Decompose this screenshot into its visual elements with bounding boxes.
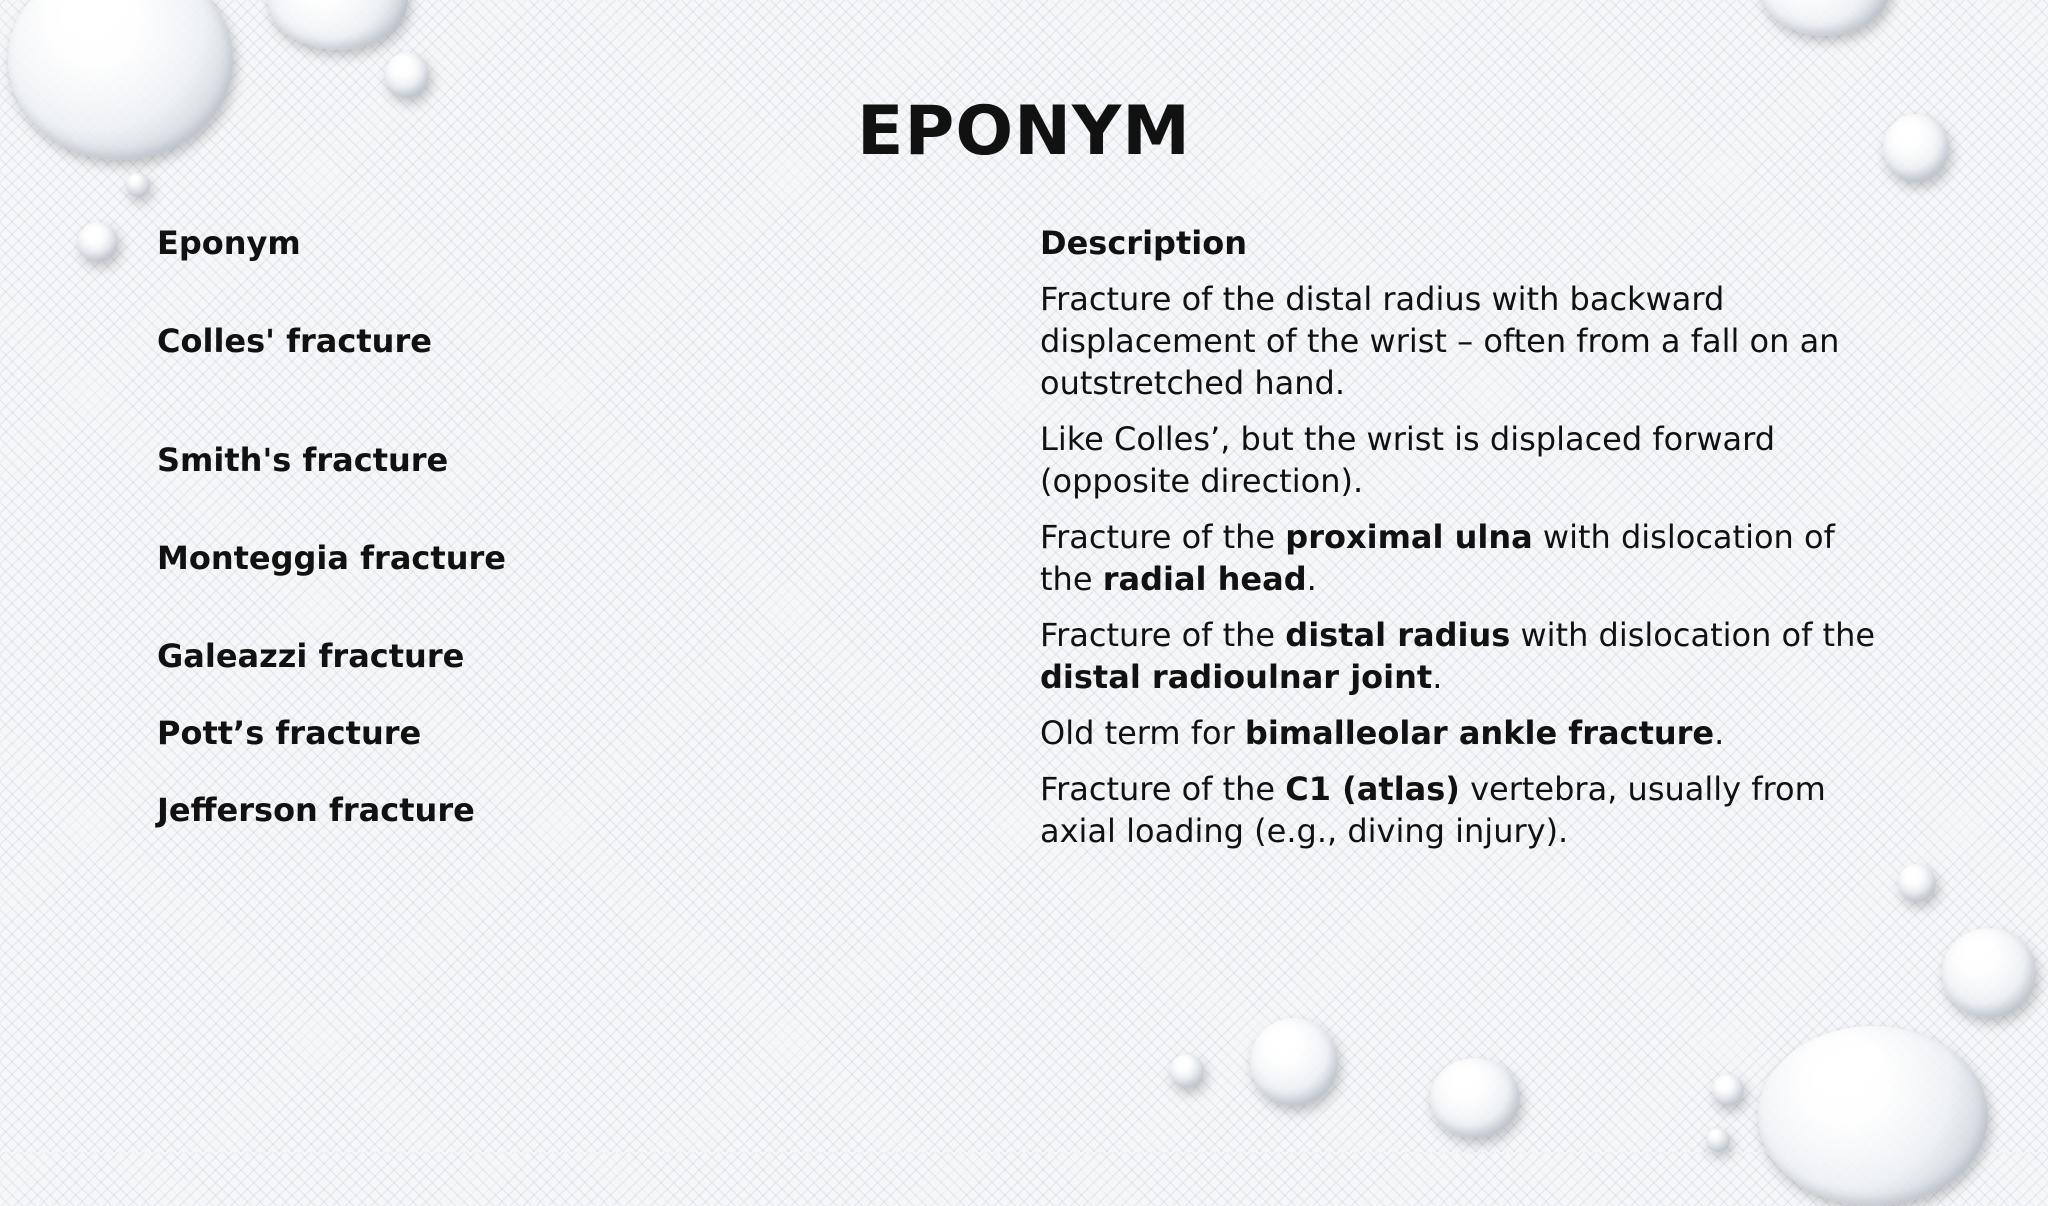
description-cell — [1040, 516, 1897, 600]
table-row — [157, 516, 1897, 600]
eponym-cell: Colles' fracture — [157, 322, 432, 360]
description-bold-text: C1 (atlas) — [1285, 770, 1460, 808]
table-header-row — [157, 222, 1897, 264]
table-body — [157, 278, 1897, 852]
column-header-eponym: Eponym — [157, 224, 301, 262]
eponym-table — [157, 222, 1897, 866]
water-drop-decoration — [1760, 0, 1890, 36]
table-row — [157, 614, 1897, 698]
water-drop-decoration — [1250, 1018, 1338, 1106]
table-row — [157, 712, 1897, 754]
description-text: Fracture of the distal radius with backward displacement of the wrist – often from a fall on an outstretched hand. — [1040, 280, 1840, 402]
eponym-cell: Pott’s fracture — [157, 714, 422, 752]
description-text: with dislocation of the — [1510, 616, 1876, 654]
description-text: Old term for — [1040, 714, 1245, 752]
description-text: vertebra, usually from axial loading (e.g., diving injury). — [1040, 770, 1826, 850]
eponym-cell: Galeazzi fracture — [157, 637, 465, 675]
description-text: . — [1306, 560, 1317, 598]
water-drop-decoration — [1898, 864, 1936, 902]
description-text: Like Colles’, but the wrist is displaced forward (opposite direction). — [1040, 420, 1776, 500]
description-bold-text: distal radius — [1285, 616, 1511, 654]
water-drop-decoration — [268, 0, 408, 50]
description-cell — [1040, 768, 1897, 852]
water-drop-decoration — [1758, 1026, 1988, 1206]
eponym-cell: Jefferson fracture — [157, 791, 475, 829]
description-bold-text: distal radioulnar joint — [1040, 658, 1433, 696]
water-drop-decoration — [1942, 928, 2036, 1018]
description-text: with dislocation of the — [1040, 518, 1835, 598]
description-text: Fracture of the — [1040, 770, 1286, 808]
table-row — [157, 278, 1897, 404]
description-cell — [1040, 418, 1897, 502]
water-drop-decoration — [1170, 1054, 1204, 1088]
water-drop-decoration — [126, 173, 150, 197]
description-bold-text: bimalleolar ankle fracture — [1244, 714, 1715, 752]
slide-title: EPONYM — [857, 92, 1191, 171]
table-row — [157, 768, 1897, 852]
description-text: Fracture of the — [1040, 518, 1286, 556]
description-text: . — [1714, 714, 1725, 752]
column-header-description: Description — [1040, 224, 1247, 262]
eponym-cell: Monteggia fracture — [157, 539, 506, 577]
description-bold-text: proximal ulna — [1285, 518, 1533, 556]
description-cell — [1040, 712, 1897, 754]
water-drop-decoration — [1712, 1074, 1744, 1106]
description-bold-text: radial head — [1102, 560, 1307, 598]
description-text: Fracture of the — [1040, 616, 1286, 654]
water-drop-decoration — [1430, 1058, 1520, 1138]
description-cell — [1040, 614, 1897, 698]
table-row — [157, 418, 1897, 502]
description-cell — [1040, 278, 1897, 404]
description-text: . — [1432, 658, 1443, 696]
water-drop-decoration — [1706, 1128, 1730, 1152]
eponym-cell: Smith's fracture — [157, 441, 449, 479]
water-drop-decoration — [78, 222, 118, 262]
